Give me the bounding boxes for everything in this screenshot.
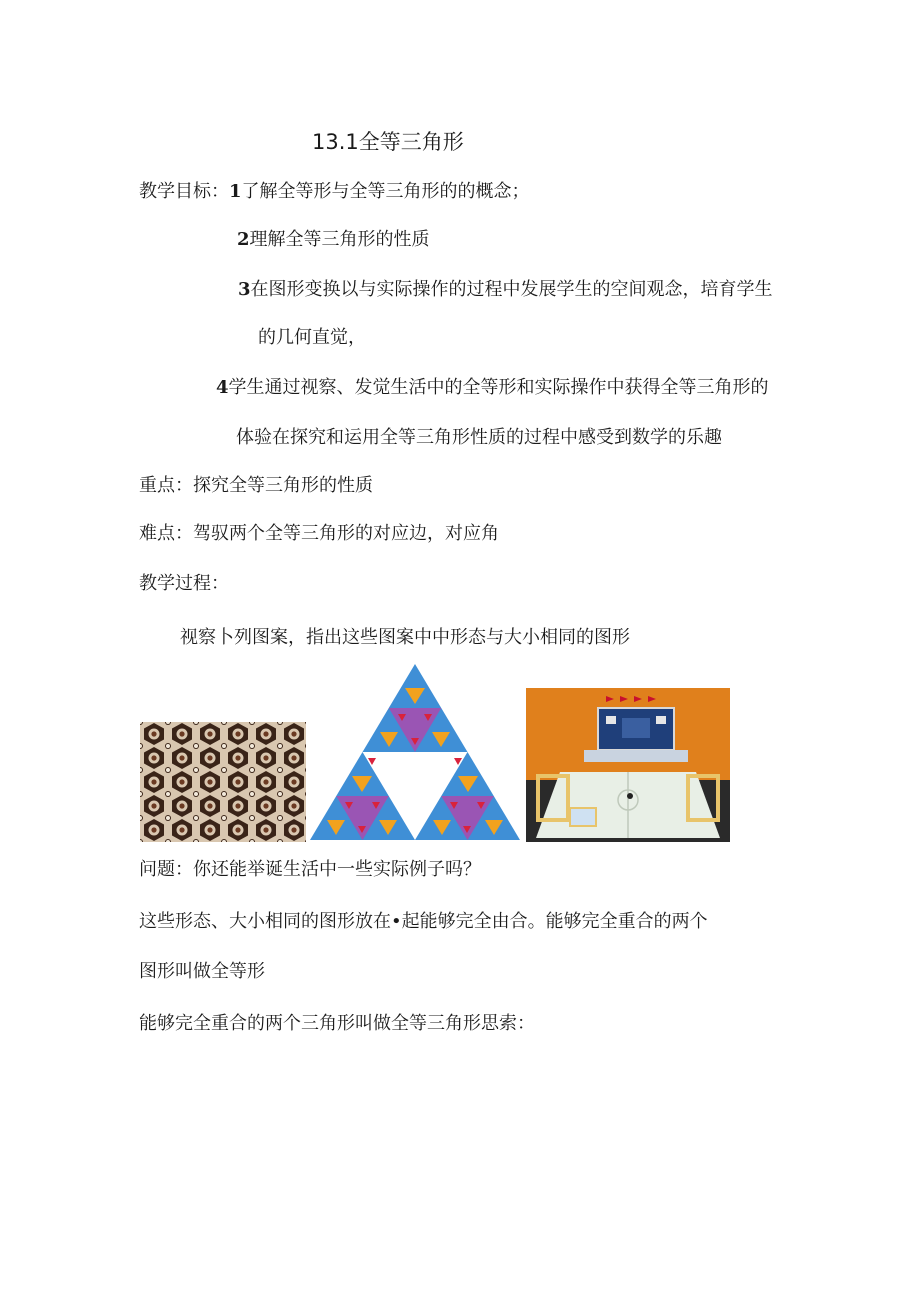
football-table-model [526, 688, 730, 842]
page-title: 13.1全等三角形 [312, 130, 464, 154]
objectives-label: 教学目标： [139, 181, 229, 202]
objective-1-line [139, 180, 530, 204]
objective-2-number: 2 [237, 229, 250, 250]
objective-4-text: 学生通过视察、发觉生活中的全等形和实际操作中获得全等三角形的 [228, 377, 769, 398]
objective-1-number: 1 [229, 181, 242, 202]
sierpinski-triangle-image [308, 662, 522, 842]
objective-1-text: 了解全等形与全等三角形的的概念； [241, 181, 530, 202]
question: 问题：你还能举诞生活中一些实际例子吗？ [139, 859, 481, 880]
sierpinski-triangle [308, 662, 522, 842]
objective-4-number: 4 [216, 377, 229, 398]
definition-line-1: 这些形态、大小相同的图形放在•起能够完全由合。能够完全重合的两个 [139, 911, 708, 932]
observe-prompt: 视察卜列图案，指出这些图案中中形态与大小相同的图形 [180, 627, 630, 648]
objective-4-line [216, 376, 769, 400]
objective-3-number: 3 [238, 279, 251, 300]
objective-4-text-cont: 体验在探究和运用全等三角形性质的过程中感受到数学的乐趣 [236, 427, 722, 448]
definition-line-2: 图形叫做全等形 [139, 961, 265, 982]
objective-3-text: 在图形变换以与实际操作的过程中发展学生的空间观念，培育学生 [250, 279, 773, 300]
difficulty: 难点：驾驭两个全等三角形的对应边，对应角 [139, 523, 499, 544]
triangle-definition: 能够完全重合的两个三角形叫做全等三角形思索： [139, 1013, 535, 1034]
football-table-image [526, 688, 730, 842]
hexagon-tile-image [140, 722, 306, 842]
hexagon-tile-pattern [140, 722, 306, 842]
objective-3-line [238, 278, 773, 302]
key-point: 重点：探究全等三角形的性质 [139, 475, 373, 496]
objective-2-text: 理解全等三角形的性质 [249, 229, 430, 250]
objective-2-line [237, 228, 430, 252]
process-label: 教学过程： [139, 573, 229, 594]
objective-3-text-cont: 的几何直觉， [258, 327, 366, 348]
